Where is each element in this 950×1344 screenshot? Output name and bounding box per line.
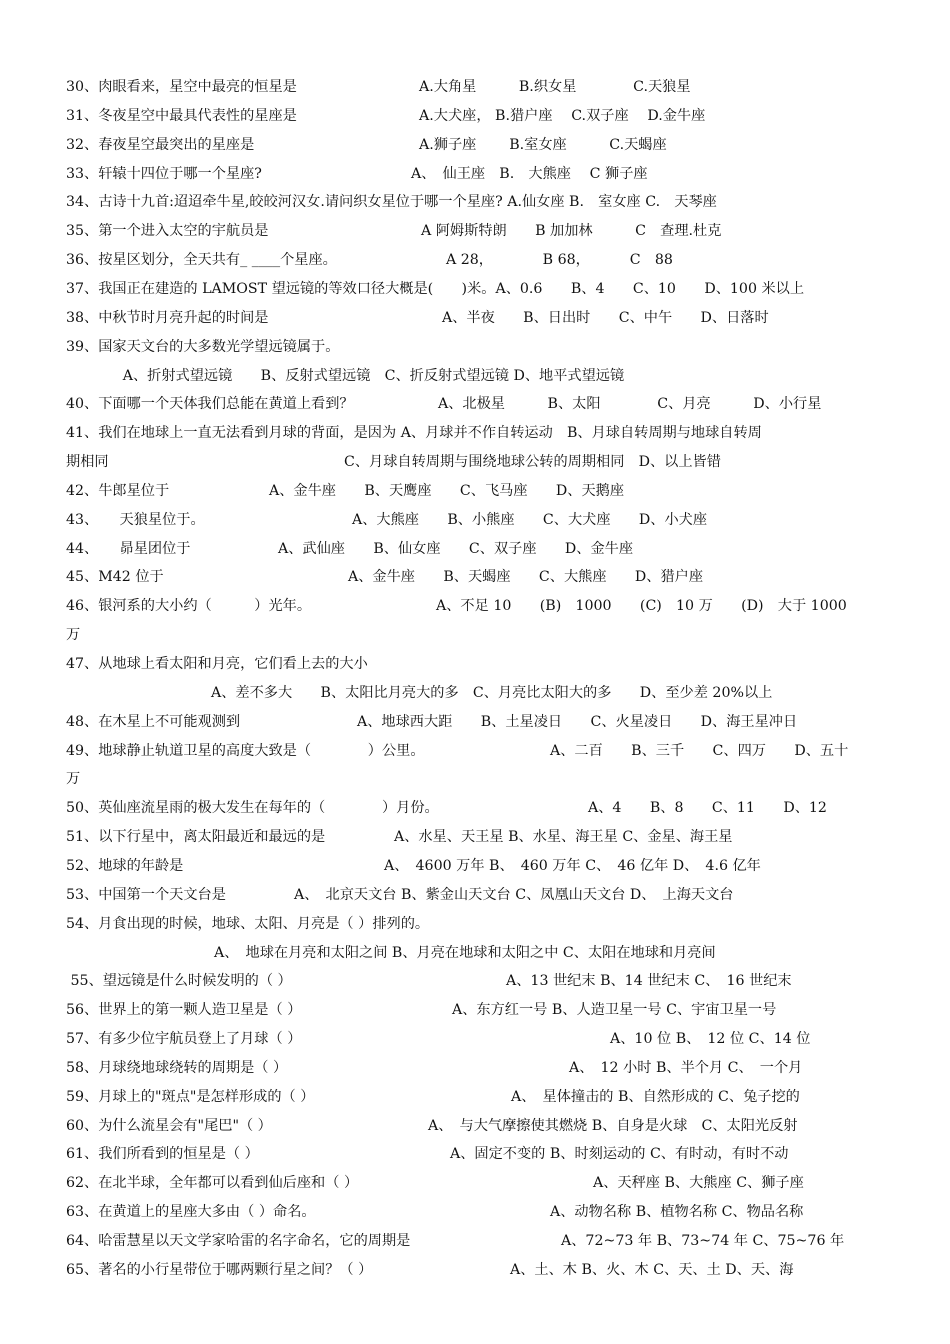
question-text: 64、哈雷慧星以天文学家哈雷的名字命名，它的周期是 (66, 1233, 411, 1249)
question-text: 47、从地球上看太阳和月亮，它们看上去的大小 (66, 656, 368, 672)
question-text: 53、中国第一个天文台是 (66, 886, 226, 903)
answer-options: A、水星、天王星 B、水星、海王星 C、金星、海王星 (394, 829, 733, 846)
answer-options: A、地球西大距 B、土星凌日 C、火星凌日 D、海王星冲日 (357, 713, 798, 730)
answer-options: A.狮子座 B.室女座 C.天蝎座 (419, 136, 667, 153)
question-text: 48、在木星上不可能观测到 (66, 713, 241, 730)
answer-options: A、大熊座 B、小熊座 C、大犬座 D、小犬座 (352, 511, 708, 528)
answer-options: A、金牛座 B、天鹰座 C、飞马座 D、天鹅座 (269, 482, 625, 499)
question-text: 期相同 (66, 454, 109, 471)
answer-options: A、武仙座 B、仙女座 C、双子座 D、金牛座 (278, 540, 634, 557)
answer-options: A、半夜 B、日出时 C、中午 D、日落时 (442, 309, 769, 326)
answer-options: A、 北京天文台 B、紫金山天文台 C、凤凰山天文台 D、 上海天文台 (294, 886, 734, 903)
question-text: A、折射式望远镜 B、反射式望远镜 C、折反射式望远镜 D、地平式望远镜 (66, 367, 625, 384)
question-text: 42、牛郎星位于 (66, 482, 170, 499)
question-text: 31、冬夜星空中最具代表性的星座是 (66, 107, 297, 124)
answer-options: A、固定不变的 B、时刻运动的 C、有时动，有时不动 (450, 1146, 789, 1163)
question-text: 万 (66, 627, 81, 644)
answer-options: A、10 位 B、 12 位 C、14 位 (610, 1031, 811, 1048)
question-text: 57、有多少位宇航员登上了月球（ ） (66, 1031, 302, 1048)
question-text: 49、地球静止轨道卫星的高度大致是（ ）公里。 (66, 742, 425, 759)
question-text: 50、英仙座流星雨的极大发生在每年的（ ）月份。 (66, 800, 439, 817)
question-text: 65、著名的小行星带位于哪两颗行星之间？（ ） (66, 1261, 373, 1278)
question-text: 32、春夜星空最突出的星座是 (66, 136, 255, 153)
answer-options: A、 与大气摩擦使其燃烧 B、自身是火球 C、太阳光反射 (428, 1117, 798, 1134)
question-text: 万 (66, 771, 81, 788)
question-text: 46、银河系的大小约（ ）光年。 (66, 598, 312, 615)
answer-options: A、 12 小时 B、半个月 C、 一个月 (569, 1059, 803, 1076)
question-text: 52、地球的年龄是 (66, 857, 184, 874)
question-text: 44、 昴星团位于 (66, 540, 191, 557)
question-text: 45、M42 位于 (66, 569, 164, 586)
question-text: 60、为什么流星会有"尾巴"（ ） (66, 1117, 272, 1134)
question-text: 39、国家天文台的大多数光学望远镜属于。 (66, 338, 340, 355)
answer-options: A、 仙王座 B. 大熊座 C 狮子座 (411, 165, 648, 182)
question-text: 58、月球绕地球绕转的周期是（ ） (66, 1059, 288, 1076)
question-text: 41、我们在地球上一直无法看到月球的背面，是因为 A、月球并不作自转运动 B、月球自转周期与地球自转周 (66, 425, 762, 442)
answer-options: A、天秤座 B、大熊座 C、狮子座 (593, 1175, 804, 1192)
question-text: 35、第一个进入太空的宇航员是 (66, 223, 269, 240)
answer-options: A、4 B、8 C、11 D、12 (588, 800, 827, 817)
question-text: 37、我国正在建造的 LAMOST 望远镜的等效口径大概是( )米。A、0.6 B、4 C、10 D、100 米以上 (66, 280, 805, 297)
question-text: 63、在黄道上的星座大多由（ ）命名。 (66, 1204, 316, 1221)
answer-options: A 阿姆斯特朗 B 加加林 C 查理.杜克 (421, 223, 722, 240)
question-text: 62、在北半球，全年都可以看到仙后座和（ ） (66, 1175, 359, 1192)
answer-options: A、72~73 年 B、73~74 年 C、75~76 年 (561, 1233, 845, 1249)
answer-options: A、 地球在月亮和太阳之间 B、月亮在地球和太阳之中 C、太阳在地球和月亮间 (214, 944, 716, 961)
answer-options: C、月球自转周期与围绕地球公转的周期相同 D、以上皆错 (344, 454, 721, 471)
question-text: 33、轩辕十四位于哪一个星座? (66, 165, 262, 182)
answer-options: A、东方红一号 B、人造卫星一号 C、宇宙卫星一号 (452, 1002, 777, 1019)
question-text: 30、肉眼看来，星空中最亮的恒星是 (66, 79, 297, 95)
question-text: 38、中秋节时月亮升起的时间是 (66, 309, 269, 326)
question-text: 59、月球上的"斑点"是怎样形成的（ ） (66, 1088, 315, 1105)
answer-options: A、13 世纪末 B、14 世纪末 C、 16 世纪末 (506, 973, 792, 990)
answer-options: A、 4600 万年 B、 460 万年 C、 46 亿年 D、 4.6 亿年 (384, 857, 761, 874)
answer-options: A、不足 10 (B) 1000 (C) 10 万 (D) 大于 1000 (436, 598, 847, 615)
answer-options: A、二百 B、三千 C、四万 D、五十 (550, 742, 849, 759)
answer-options: A、动物名称 B、植物名称 C、物品名称 (550, 1204, 804, 1221)
question-text: 55、望远镜是什么时候发明的（ ） (66, 973, 292, 990)
answer-options: A、金牛座 B、天蝎座 C、大熊座 D、猎户座 (348, 569, 704, 586)
question-text: 61、我们所看到的恒星是（ ） (66, 1146, 259, 1163)
question-text: 36、按星区划分，全天共有_ ____个星座。 (66, 252, 337, 269)
answer-options: A 28， B 68， C 88 (446, 252, 673, 269)
answer-options: A、土、木 B、火、木 C、天、土 D、天、海 (510, 1261, 794, 1278)
question-text: 34、古诗十九首:迢迢牵牛星,皎皎河汉女.请问织女星位于哪一个星座? A.仙女座 B. 室女座 C. 天琴座 (66, 194, 717, 211)
answer-options: A、北极星 B、太阳 C、月亮 D、小行星 (438, 396, 822, 413)
question-text: 56、世界上的第一颗人造卫星是（ ） (66, 1002, 302, 1019)
question-text: 54、月食出现的时候，地球、太阳、月亮是（ ）排列的。 (66, 915, 430, 932)
answer-options: A、 星体撞击的 B、自然形成的 C、兔子挖的 (511, 1088, 800, 1105)
question-text: 43、 天狼星位于。 (66, 511, 205, 528)
question-text: 51、以下行星中，离太阳最近和最远的是 (66, 829, 326, 846)
answer-options: A.大犬座， B.猎户座 C.双子座 D.金牛座 (419, 107, 706, 124)
answer-options: A.大角星 B.织女星 C.天狼星 (419, 79, 691, 95)
question-text: 40、下面哪一个天体我们总能在黄道上看到？ (66, 396, 354, 413)
answer-options: A、差不多大 B、太阳比月亮大的多 C、月亮比太阳大的多 D、至少差 20%以上 (211, 684, 773, 701)
